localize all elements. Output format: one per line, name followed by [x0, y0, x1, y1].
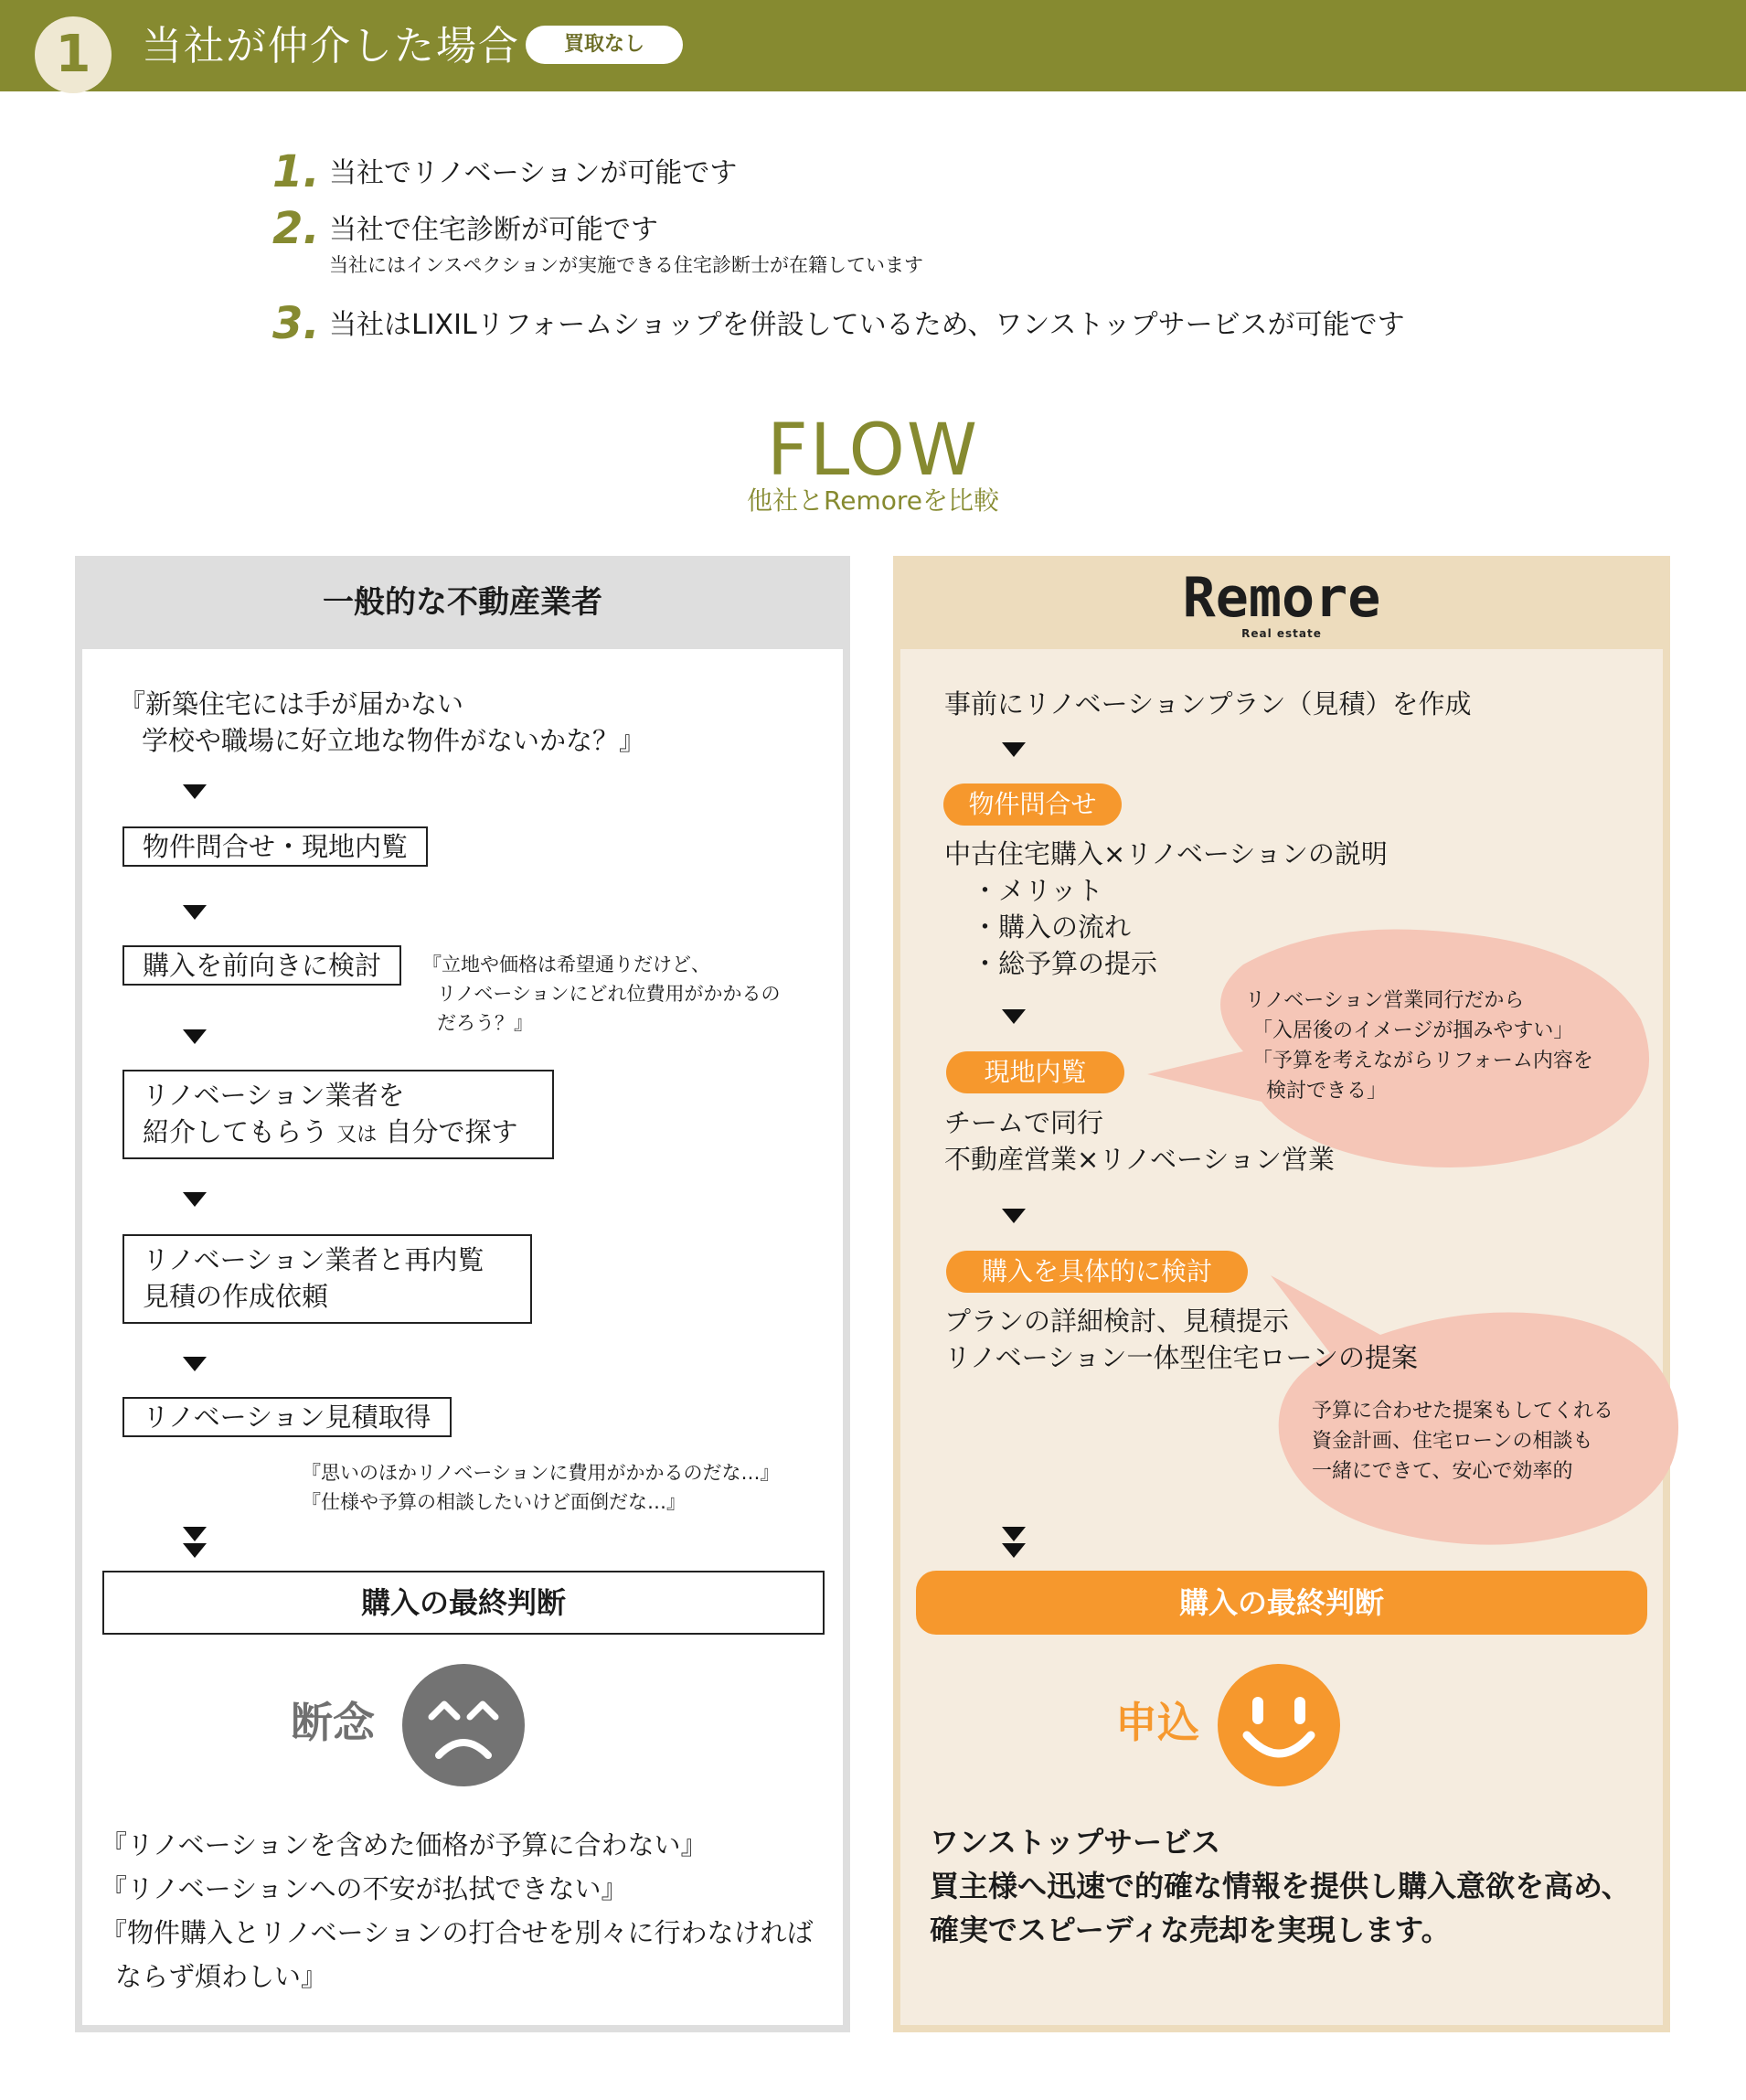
point-text: 当社でリノベーションが可能です — [329, 157, 738, 189]
point-text: 当社で住宅診断が可能です — [329, 214, 658, 246]
step1-line-2: ・メリット — [972, 875, 1103, 906]
point-number: 1. — [272, 146, 320, 197]
summary-line-1: ワンストップサービス — [930, 1825, 1221, 1860]
left-reason-3: 『物件購入とリノベーションの打合せを別々に行わなければ — [101, 1917, 814, 1948]
down-arrow-icon — [1002, 1527, 1026, 1541]
left-intro-line-1: 『新築住宅には手が届かない — [119, 688, 464, 720]
down-arrow-icon — [183, 1527, 207, 1541]
step-find-renovator-line-2: 紹介してもらう 又は 自分で探す — [143, 1116, 518, 1147]
sad-face-svg — [402, 1664, 525, 1786]
right-intro: 事前にリノベーションプラン（見積）を作成 — [944, 688, 1472, 720]
down-arrow-icon — [1002, 1543, 1026, 1558]
section-header — [0, 0, 1746, 91]
step-reviewing-line-2: 見積の作成依頼 — [143, 1281, 329, 1312]
summary-line-3: 確実でスピーディな売却を実現します。 — [930, 1913, 1451, 1947]
left-final-decision: 購入の最終判断 — [102, 1571, 825, 1635]
down-arrow-icon — [183, 1543, 207, 1558]
bubble1-line-3: 「予算を考えながらリフォーム内容を — [1252, 1050, 1593, 1072]
down-arrow-icon — [183, 1192, 207, 1207]
step-reviewing-estimate — [122, 1234, 532, 1324]
bubble1-line-2: 「入居後のイメージが掴みやすい」 — [1252, 1019, 1574, 1042]
section-title: 当社が仲介した場合 — [142, 23, 520, 69]
step1-line-3: ・購入の流れ — [972, 911, 1132, 943]
verdict-apply: 申込 — [1115, 1698, 1199, 1747]
step2-line-1: チームで同行 — [944, 1107, 1104, 1138]
left-note-1-line-3: だろう？』 — [437, 1012, 533, 1034]
pill-inquiry: 物件問合せ — [943, 784, 1122, 826]
remore-logo: Remore Real estate — [1182, 566, 1381, 640]
bubble1-line-4: 検討できる」 — [1266, 1080, 1388, 1103]
down-arrow-icon — [183, 905, 207, 920]
summary-line-2: 買主様へ迅速で的確な情報を提供し購入意欲を高め、 — [930, 1869, 1631, 1903]
pill-consider: 購入を具体的に検討 — [946, 1251, 1248, 1293]
step-inquiry-viewing: 物件問合せ・現地内覧 — [122, 826, 428, 867]
general-agent-heading: 一般的な不動産業者 — [323, 584, 602, 621]
bubble2-line-3: 一緒にできて、安心で効率的 — [1312, 1460, 1573, 1483]
smile-face-svg — [1218, 1664, 1340, 1786]
left-note-1-line-2: リノベーションにどれ位費用がかかるの — [437, 983, 781, 1005]
step1-line-1: 中古住宅購入×リノベーションの説明 — [944, 838, 1388, 869]
bubble2-line-1: 予算に合わせた提案もしてくれる — [1312, 1400, 1614, 1423]
down-arrow-icon — [183, 784, 207, 799]
down-arrow-icon — [1002, 742, 1026, 757]
left-reason-2: 『リノベーションへの不安が払拭できない』 — [101, 1873, 628, 1904]
left-reason-4: ならず煩わしい』 — [115, 1961, 328, 1992]
point-number: 2. — [272, 203, 320, 254]
section-number: 1 — [35, 16, 112, 93]
step-find-renovator — [122, 1070, 554, 1159]
step1-line-4: ・総予算の提示 — [972, 948, 1158, 979]
no-buyback-badge: 買取なし — [526, 26, 683, 64]
left-note-2-line-1: 『思いのほかリノベーションに費用がかかるのだな…』 — [302, 1462, 780, 1484]
down-arrow-icon — [1002, 1209, 1026, 1223]
left-note-1-line-1: 『立地や価格は希望通りだけど、 — [422, 954, 710, 975]
bubble2-line-2: 資金計画、住宅ローンの相談も — [1312, 1430, 1593, 1453]
step2-line-2: 不動産営業×リノベーション営業 — [944, 1144, 1335, 1175]
step-reviewing-line-1: リノベーション業者と再内覧 — [143, 1244, 484, 1275]
point-number: 3. — [272, 298, 320, 349]
step-find-renovator-line-1: リノベーション業者を — [143, 1080, 405, 1111]
step-consider-purchase: 購入を前向きに検討 — [122, 945, 401, 986]
down-arrow-icon — [183, 1357, 207, 1371]
flow-subtitle: 他社とRemoreを比較 — [747, 485, 999, 516]
pill-viewing: 現地内覧 — [946, 1051, 1124, 1093]
point-subtext: 当社にはインスペクションが実施できる住宅診断士が在籍しています — [329, 254, 923, 276]
smile-face-icon — [1218, 1664, 1340, 1786]
bubble1-line-1: リノベーション営業同行だから — [1245, 989, 1525, 1012]
step-get-estimate: リノベーション見積取得 — [122, 1397, 452, 1437]
right-final-decision: 購入の最終判断 — [916, 1571, 1647, 1635]
flow-title: FLOW — [766, 410, 980, 492]
verdict-give-up: 断念 — [291, 1698, 375, 1747]
point-text: 当社はLIXILリフォームショップを併設しているため、ワンストップサービスが可能です — [329, 309, 1405, 341]
down-arrow-icon — [1002, 1009, 1026, 1024]
sad-face-icon — [402, 1664, 525, 1786]
step3-line-2: リノベーション一体型住宅ローンの提案 — [944, 1342, 1418, 1373]
left-reason-1: 『リノベーションを含めた価格が予算に合わない』 — [101, 1829, 708, 1860]
left-note-2-line-2: 『仕様や予算の相談したいけど面倒だな…』 — [302, 1491, 686, 1513]
step3-line-1: プランの詳細検討、見積提示 — [944, 1306, 1290, 1337]
left-intro-line-2: 学校や職場に好立地な物件がないかな？』 — [142, 725, 646, 756]
down-arrow-icon — [183, 1029, 207, 1044]
